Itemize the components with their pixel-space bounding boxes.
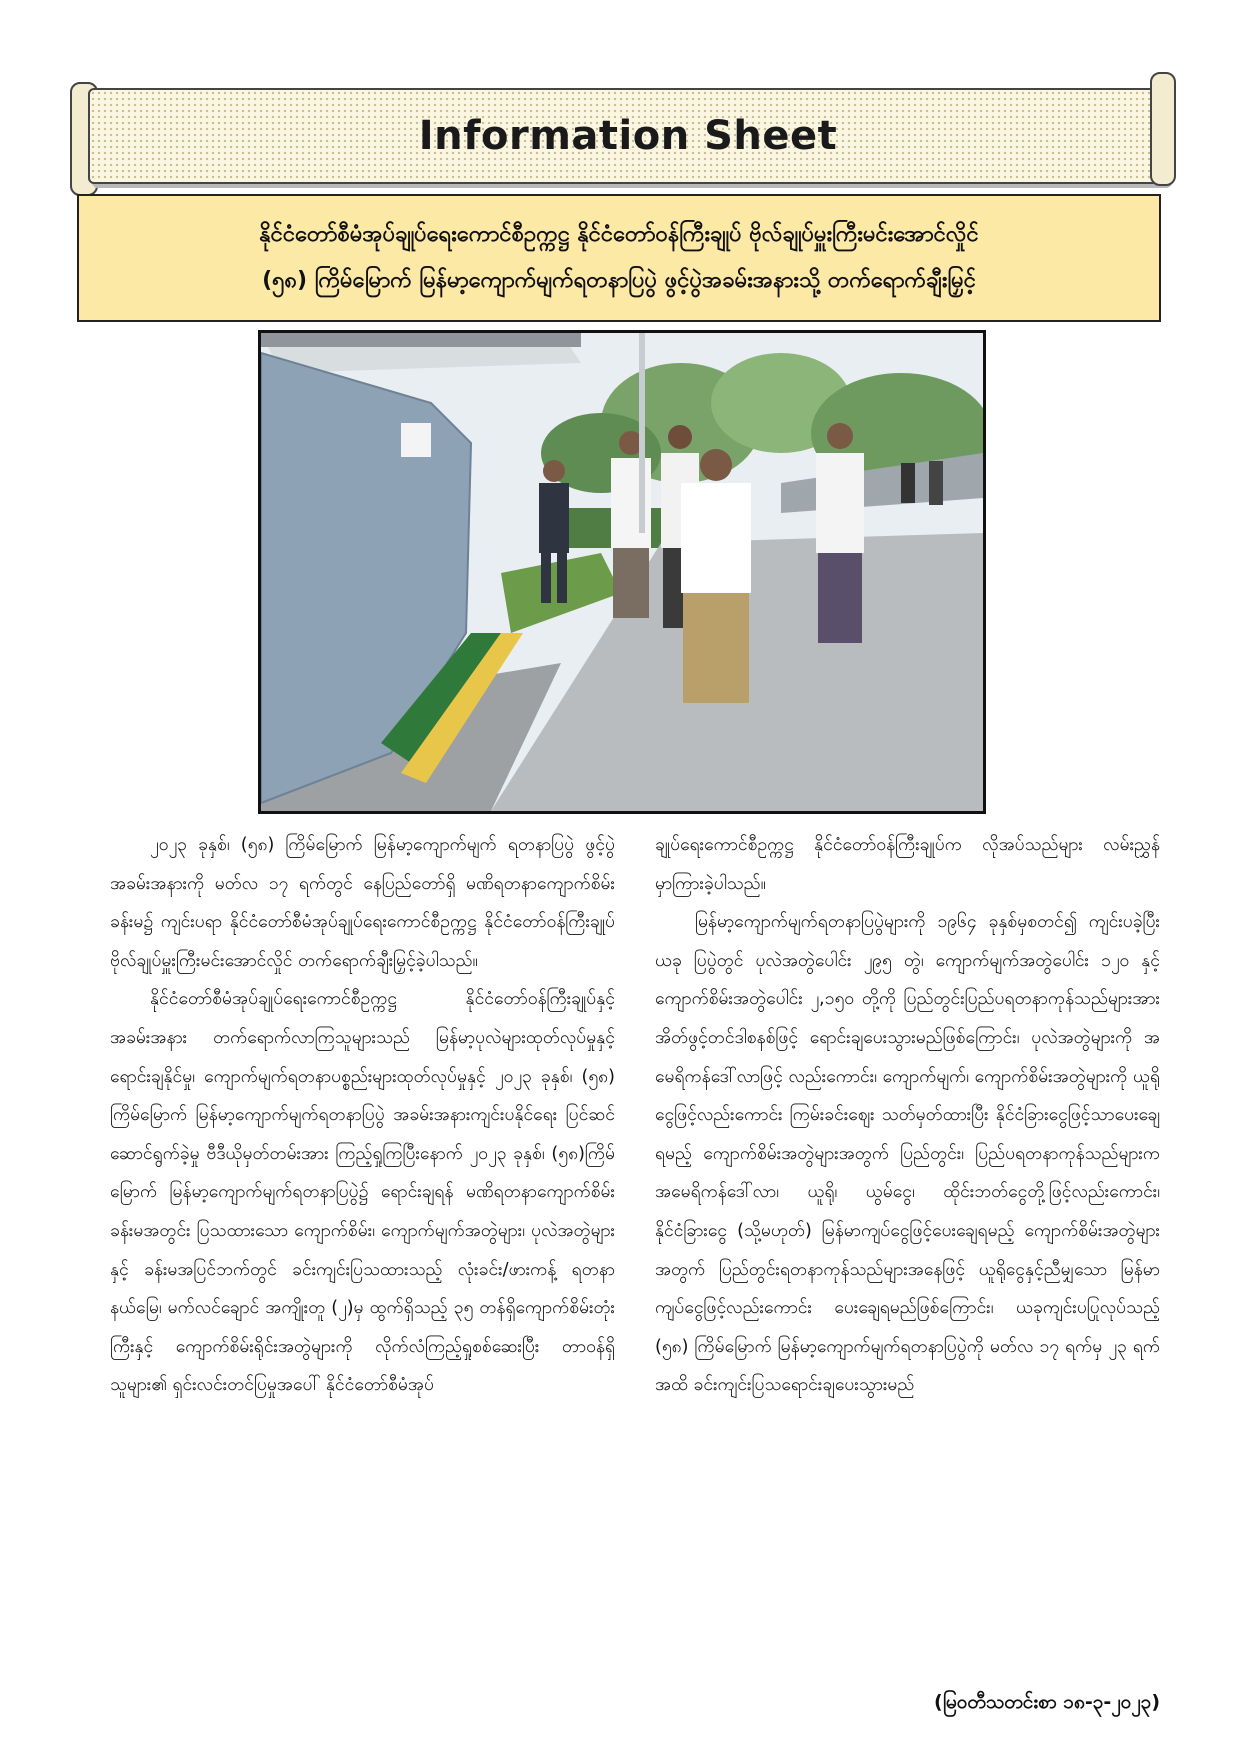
paragraph-2-continued: ချုပ်ရေးကောင်စီဥက္ကဋ္ဌ နိုင်ငံတော်ဝန်ကြီးချုပ်က လိုအပ်သည်များ လမ်းညွှန်မှာကြားခဲ့ပါသည်။ [655, 835, 1160, 894]
article-column-right [655, 826, 1160, 1666]
source-citation: (မြဝတီသတင်းစာ ၁၈-၃-၂၀၂၃) [934, 1691, 1160, 1713]
event-photo [258, 330, 986, 814]
paragraph-2: နိုင်ငံတော်စီမံအုပ်ချုပ်ရေးကောင်စီဥက္ကဋ္ဌ နိုင်ငံတော်ဝန်ကြီးချုပ်နှင့် အခမ်းအနား တက်ရောက်လာကြသူများသည် မြန်မာ့ပုလဲများထုတ်လုပ်မှုနှင့် ရောင်းချနိုင်မှု၊ ကျောက်မျက်ရတနာပစ္စည်းများထုတ်လုပ်မှုနှင့် ၂၀၂၃ ခုနှစ်၊ (၅၈) ကြိမ်မြောက် မြန်မာ့ကျောက်မျက်ရတနာပြပွဲ အခမ်းအနားကျင်းပနိုင်ရေး ပြင်ဆင်ဆောင်ရွက်ခဲ့မှု ဗီဒီယိုမှတ်တမ်းအား ကြည့်ရှုကြပြီးနောက် ၂၀၂၃ ခုနှစ်၊ (၅၈)ကြိမ်မြောက် မြန်မာ့ကျောက်မျက်ရတနာပြပွဲ၌ ရောင်းချရန် မဏိရတနာကျောက်စိမ်းခန်းမအတွင်း ပြသထားသော ကျောက်စိမ်း၊ ကျောက်မျက်အတွဲများ၊ ပုလဲအတွဲများနှင့် ခန်းမအပြင်ဘက်တွင် ခင်းကျင်းပြသထားသည့် လုံးခင်း/ဖားကန့် ရတနာနယ်မြေ၊ မက်လင်ချောင် အကျိုးတူ (၂)မှ ထွက်ရှိသည့် ၃၅ တန်ရှိကျောက်စိမ်းတုံးကြီးနှင့် ကျောက်စိမ်းရိုင်းအတွဲများကို လိုက်လံကြည့်ရှုစစ်ဆေးပြီး တာဝန်ရှိသူများ၏ ရှင်းလင်းတင်ပြမှုအပေါ် နိုင်ငံတော်စီမံအုပ် [110, 989, 615, 1396]
page-title: Information Sheet [418, 113, 838, 159]
headline-box [77, 194, 1161, 322]
title-banner [88, 88, 1168, 184]
paragraph-1: ၂၀၂၃ ခုနှစ်၊ (၅၈) ကြိမ်မြောက် မြန်မာ့ကျောက်မျက် ရတနာပြပွဲ ဖွင့်ပွဲအခမ်းအနားကို မတ်လ ၁၇ ရက်တွင် နေပြည်တော်ရှိ မဏိရတနာကျောက်စိမ်းခန်းမ၌ ကျင်းပရာ နိုင်ငံတော်စီမံအုပ်ချုပ်ရေးကောင်စီဥက္ကဋ္ဌ နိုင်ငံတော်ဝန်ကြီးချုပ် ဗိုလ်ချုပ်မှူးကြီးမင်းအောင်လှိုင် တက်ရောက်ချီးမြှင့်ခဲ့ပါသည်။ [110, 835, 615, 971]
headline-line-2: (၅၈) ကြိမ်မြောက် မြန်မာ့ကျောက်မျက်ရတနာပြပွဲ ဖွင့်ပွဲအခမ်းအနားသို့ တက်ရောက်ချီးမြှင့် [262, 268, 976, 293]
headline-line-1: နိုင်ငံတော်စီမံအုပ်ချုပ်ရေးကောင်စီဥက္ကဋ္ဌ နိုင်ငံတော်ဝန်ကြီးချုပ် ဗိုလ်ချုပ်မှူးကြီးမင်းအောင်လှိုင် [259, 222, 979, 247]
scroll-curl-right [1150, 72, 1176, 186]
paragraph-3: မြန်မာ့ကျောက်မျက်ရတနာပြပွဲများကို ၁၉၆၄ ခုနှစ်မှစတင်၍ ကျင်းပခဲ့ပြီး ယခု ပြပွဲတွင် ပုလဲအတွဲပေါင်း ၂၉၅ တွဲ၊ ကျောက်မျက်အတွဲပေါင်း ၁၂၀ နှင့် ကျောက်စိမ်းအတွဲပေါင်း ၂,၁၅၀ တို့ကို ပြည်တွင်းပြည်ပရတနာကုန်သည်များအား အိတ်ဖွင့်တင်ဒါစနစ်ဖြင့် ရောင်းချပေးသွားမည်ဖြစ်ကြောင်း၊ ပုလဲအတွဲများကို အမေရိကန်ဒေါ်လာဖြင့် လည်းကောင်း၊ ကျောက်မျက်၊ ကျောက်စိမ်းအတွဲများကို ယူရိုငွေဖြင့်လည်းကောင်း ကြမ်းခင်းဈေး သတ်မှတ်ထားပြီး နိုင်ငံခြားငွေဖြင့်သာပေးချေရမည့် ကျောက်စိမ်းအတွဲများအတွက် ပြည်တွင်း၊ ပြည်ပရတနာကုန်သည်များက အမေရိကန်ဒေါ်လာ၊ ယူရို၊ ယွမ်ငွေ၊ ထိုင်းဘတ်ငွေတို့ဖြင့်လည်းကောင်း၊ နိုင်ငံခြားငွေ (သို့မဟုတ်) မြန်မာကျပ်ငွေဖြင့်ပေးချေရမည့် ကျောက်စိမ်းအတွဲများအတွက် ပြည်တွင်းရတနာကုန်သည်များအနေဖြင့် ယူရိုငွေနှင့်ညီမျှသော မြန်မာကျပ်ငွေဖြင့်လည်းကောင်း ပေးချေရမည်ဖြစ်ကြောင်း၊ ယခုကျင်းပပြုလုပ်သည့် (၅၈) ကြိမ်မြောက် မြန်မာ့ကျောက်မျက်ရတနာပြပွဲကို မတ်လ ၁၇ ရက်မှ ၂၃ ရက်အထိ ခင်းကျင်းပြသရောင်းချပေးသွားမည် [655, 912, 1160, 1396]
event-photo-illustration [261, 333, 983, 811]
article-body [110, 826, 1160, 1666]
article-column-left [110, 826, 615, 1666]
